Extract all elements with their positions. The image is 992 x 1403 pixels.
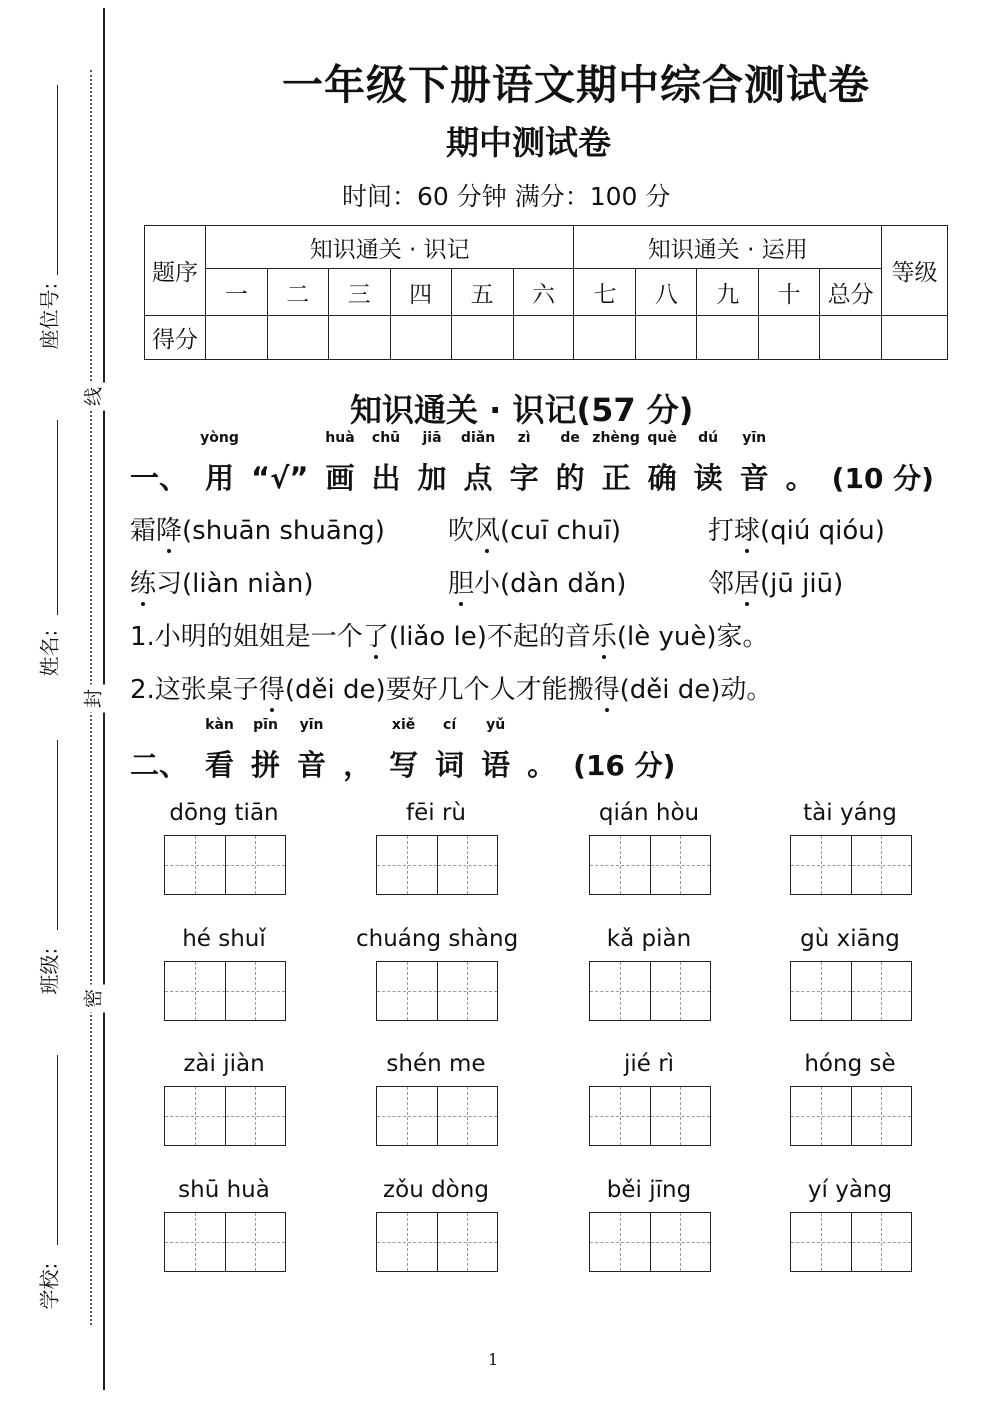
score-cell[interactable] (205, 316, 267, 360)
col-header: 八 (636, 269, 697, 316)
writing-cell[interactable] (165, 836, 226, 894)
title-character: 音 (739, 461, 769, 495)
class-underline[interactable] (57, 740, 59, 930)
writing-cell[interactable] (590, 836, 651, 894)
writing-cell[interactable] (438, 836, 498, 894)
q1-title-char (509, 430, 539, 497)
writing-box[interactable] (376, 1212, 498, 1272)
title-character: 读 (693, 461, 723, 495)
pinyin-annotation: jiā (422, 430, 442, 446)
title-character: 出 (371, 461, 401, 495)
pinyin-annotation: chū (371, 430, 401, 446)
q2-points: (16 分) (573, 749, 676, 782)
writing-box[interactable] (790, 1212, 912, 1272)
col-header: 一 (205, 269, 267, 316)
q1-title-char (592, 430, 640, 497)
q2-title-char (343, 743, 372, 784)
col-header: 五 (451, 269, 513, 316)
writing-box[interactable] (164, 1086, 286, 1146)
title-character: 语 (481, 748, 511, 782)
title-character: 字 (509, 461, 539, 495)
writing-box[interactable] (589, 1086, 711, 1146)
q1-sentence-2: 2.这张桌子得(děi de)要好几个人才能搬得(děi de)动。 (130, 669, 772, 706)
binding-word-line: 线 (79, 383, 106, 411)
pinyin-annotation: zhèng (592, 430, 640, 446)
seat-underline[interactable] (57, 85, 59, 275)
writing-cell[interactable] (791, 962, 852, 1020)
q1-item: 打球(qiú qióu) (708, 510, 885, 547)
title-character: 。 (527, 748, 557, 782)
pinyin-annotation: cí (443, 717, 457, 733)
pinyin-word: jié rì (623, 1051, 675, 1077)
writing-box[interactable] (164, 961, 286, 1021)
title-character: 音 (297, 748, 327, 782)
title-character: 写 (389, 748, 419, 782)
col-header: 二 (267, 269, 328, 316)
writing-box[interactable] (376, 1086, 498, 1146)
score-cell[interactable] (636, 316, 697, 360)
q1-item: 邻居(jū jiū) (708, 563, 843, 600)
score-cell[interactable] (513, 316, 574, 360)
writing-cell[interactable] (852, 1213, 912, 1271)
page-number: 1 (488, 1350, 499, 1369)
title-character: 一、 (130, 461, 189, 495)
writing-cell[interactable] (226, 1087, 286, 1145)
score-label: 得分 (145, 316, 206, 360)
score-cell[interactable] (328, 316, 390, 360)
writing-cell[interactable] (377, 836, 438, 894)
title-character: 正 (601, 461, 631, 495)
seat-label: 座位号: (37, 282, 62, 350)
q2-title-char (481, 717, 511, 784)
writing-cell[interactable] (226, 836, 286, 894)
q1-item: 练习(liàn niàn) (130, 563, 314, 600)
score-cell[interactable] (759, 316, 820, 360)
q1-item: 霜降(shuān shuāng) (130, 510, 385, 547)
title-character: 拼 (251, 748, 281, 782)
writing-box[interactable] (589, 835, 711, 895)
writing-box[interactable] (164, 1212, 286, 1272)
title-character: 二、 (130, 748, 189, 782)
pinyin-word: chuáng shàng (356, 926, 519, 952)
score-cell[interactable] (574, 316, 636, 360)
pinyin-annotation: de (560, 430, 580, 446)
score-table (144, 225, 948, 360)
writing-cell[interactable] (165, 962, 226, 1020)
group-header-recall: 知识通关 · 识记 (205, 226, 574, 269)
q1-title-char (739, 430, 769, 497)
pinyin-word: běi jīng (606, 1177, 692, 1203)
pinyin-word: hóng sè (804, 1051, 896, 1077)
title-character: ， (343, 748, 373, 782)
writing-cell[interactable] (852, 836, 912, 894)
school-label: 学校: (37, 1262, 62, 1310)
pinyin-word: dōng tiān (169, 800, 279, 826)
school-underline[interactable] (57, 1055, 59, 1245)
q1-title-char (460, 430, 496, 497)
q1-title-char (251, 461, 308, 495)
q2-title (130, 717, 676, 784)
pinyin-annotation: yòng (200, 430, 239, 446)
writing-cell[interactable] (226, 962, 286, 1020)
q2-title-char (297, 717, 327, 784)
writing-cell[interactable] (791, 1213, 852, 1271)
q2-title-char (435, 717, 465, 784)
writing-box[interactable] (376, 961, 498, 1021)
pinyin-word: yí yàng (807, 1177, 893, 1203)
writing-cell[interactable] (791, 836, 852, 894)
score-cell[interactable] (390, 316, 451, 360)
writing-cell[interactable] (791, 1087, 852, 1145)
pinyin-annotation: dú (698, 430, 719, 446)
q1-title-char (786, 456, 815, 497)
pinyin-annotation: pīn (253, 717, 278, 733)
title-character: 确 (647, 461, 677, 495)
pinyin-annotation: kàn (205, 717, 234, 733)
class-label: 班级: (37, 947, 62, 995)
pinyin-word: zǒu dòng (383, 1177, 489, 1203)
row-label: 题序 (145, 226, 206, 316)
pinyin-word: shén me (386, 1051, 486, 1077)
pinyin-annotation: zì (517, 430, 531, 446)
writing-box[interactable] (376, 835, 498, 895)
pinyin-annotation: diǎn (460, 430, 496, 446)
q2-title-char (130, 743, 188, 784)
section-heading: 知识通关 · 识记(57 分) (350, 391, 694, 429)
writing-cell[interactable] (651, 1087, 711, 1145)
q2-title-char (205, 717, 235, 784)
group-header-apply: 知识通关 · 运用 (574, 226, 882, 269)
pinyin-annotation: yīn (742, 430, 767, 446)
title-character: 看 (205, 748, 235, 782)
col-header: 十 (759, 269, 820, 316)
writing-box[interactable] (164, 835, 286, 895)
writing-cell[interactable] (590, 962, 651, 1020)
pinyin-word: hé shuǐ (182, 926, 266, 952)
writing-cell[interactable] (438, 1213, 498, 1271)
time-info: 时间：60 分钟 满分：100 分 (342, 182, 671, 211)
q1-title-char (325, 430, 355, 497)
binding-word-seal: 封 (79, 685, 106, 713)
col-header: 七 (574, 269, 636, 316)
writing-cell[interactable] (226, 1213, 286, 1271)
pinyin-annotation: què (647, 430, 677, 446)
q2-title-char (251, 717, 281, 784)
writing-box[interactable] (589, 1212, 711, 1272)
pinyin-word: kǎ piàn (606, 926, 692, 952)
score-cell[interactable] (820, 316, 882, 360)
q1-title-char (371, 430, 401, 497)
writing-cell[interactable] (590, 1213, 651, 1271)
pinyin-word: fēi rù (406, 800, 466, 826)
score-cell[interactable] (882, 316, 948, 360)
pinyin-word: tài yáng (803, 800, 897, 826)
name-label: 姓名: (37, 629, 62, 677)
pinyin-annotation: xiě (391, 717, 416, 733)
writing-cell[interactable] (651, 836, 711, 894)
q1-points: (10 分) (831, 462, 934, 495)
writing-cell[interactable] (377, 1213, 438, 1271)
page-subtitle: 期中测试卷 (446, 123, 611, 162)
writing-cell[interactable] (590, 1087, 651, 1145)
pinyin-word: qián hòu (598, 800, 700, 826)
q1-title-char (647, 430, 677, 497)
pinyin-word: gù xiāng (800, 926, 900, 952)
title-character: 加 (417, 461, 447, 495)
title-character: “√” (251, 461, 309, 495)
writing-cell[interactable] (852, 1087, 912, 1145)
score-cell[interactable] (267, 316, 328, 360)
writing-box[interactable] (790, 835, 912, 895)
pinyin-word: shū huà (178, 1177, 270, 1203)
binding-word-secret: 密 (79, 985, 106, 1013)
score-cell[interactable] (697, 316, 759, 360)
writing-cell[interactable] (852, 962, 912, 1020)
col-header: 九 (697, 269, 759, 316)
pinyin-word: zài jiàn (183, 1051, 265, 1077)
writing-box[interactable] (589, 961, 711, 1021)
writing-cell[interactable] (651, 1213, 711, 1271)
q1-title-char (555, 430, 585, 497)
q1-title-char (417, 430, 447, 497)
title-character: 的 (555, 461, 585, 495)
q2-title-char (527, 743, 556, 784)
pinyin-annotation: huà (325, 430, 355, 446)
writing-cell[interactable] (377, 1087, 438, 1145)
writing-cell[interactable] (165, 1087, 226, 1145)
pinyin-annotation: yǔ (486, 717, 506, 733)
title-character: 词 (435, 748, 465, 782)
writing-cell[interactable] (165, 1213, 226, 1271)
score-cell[interactable] (451, 316, 513, 360)
writing-cell[interactable] (438, 962, 498, 1020)
page-title: 一年级下册语文期中综合测试卷 (282, 61, 870, 109)
col-header: 六 (513, 269, 574, 316)
q1-item: 胆小(dàn dǎn) (448, 563, 626, 600)
writing-box[interactable] (790, 1086, 912, 1146)
q1-sentence-1: 1.小明的姐姐是一个了(liǎo le)不起的音乐(lè yuè)家。 (130, 616, 769, 653)
title-character: 用 (205, 461, 235, 495)
writing-box[interactable] (790, 961, 912, 1021)
q1-title-char (200, 430, 239, 497)
q1-title (130, 430, 934, 497)
name-underline[interactable] (57, 420, 59, 615)
grade-label: 等级 (882, 226, 948, 316)
col-header: 四 (390, 269, 451, 316)
writing-cell[interactable] (438, 1087, 498, 1145)
q1-title-char (130, 456, 188, 497)
q2-title-char (389, 717, 419, 784)
col-header: 总分 (820, 269, 882, 316)
title-character: 。 (785, 461, 815, 495)
q1-title-char (693, 430, 723, 497)
writing-cell[interactable] (377, 962, 438, 1020)
writing-cell[interactable] (651, 962, 711, 1020)
pinyin-annotation: yīn (299, 717, 324, 733)
q1-item: 吹风(cuī chuī) (448, 510, 621, 547)
title-character: 点 (463, 461, 493, 495)
title-character: 画 (325, 461, 355, 495)
col-header: 三 (328, 269, 390, 316)
